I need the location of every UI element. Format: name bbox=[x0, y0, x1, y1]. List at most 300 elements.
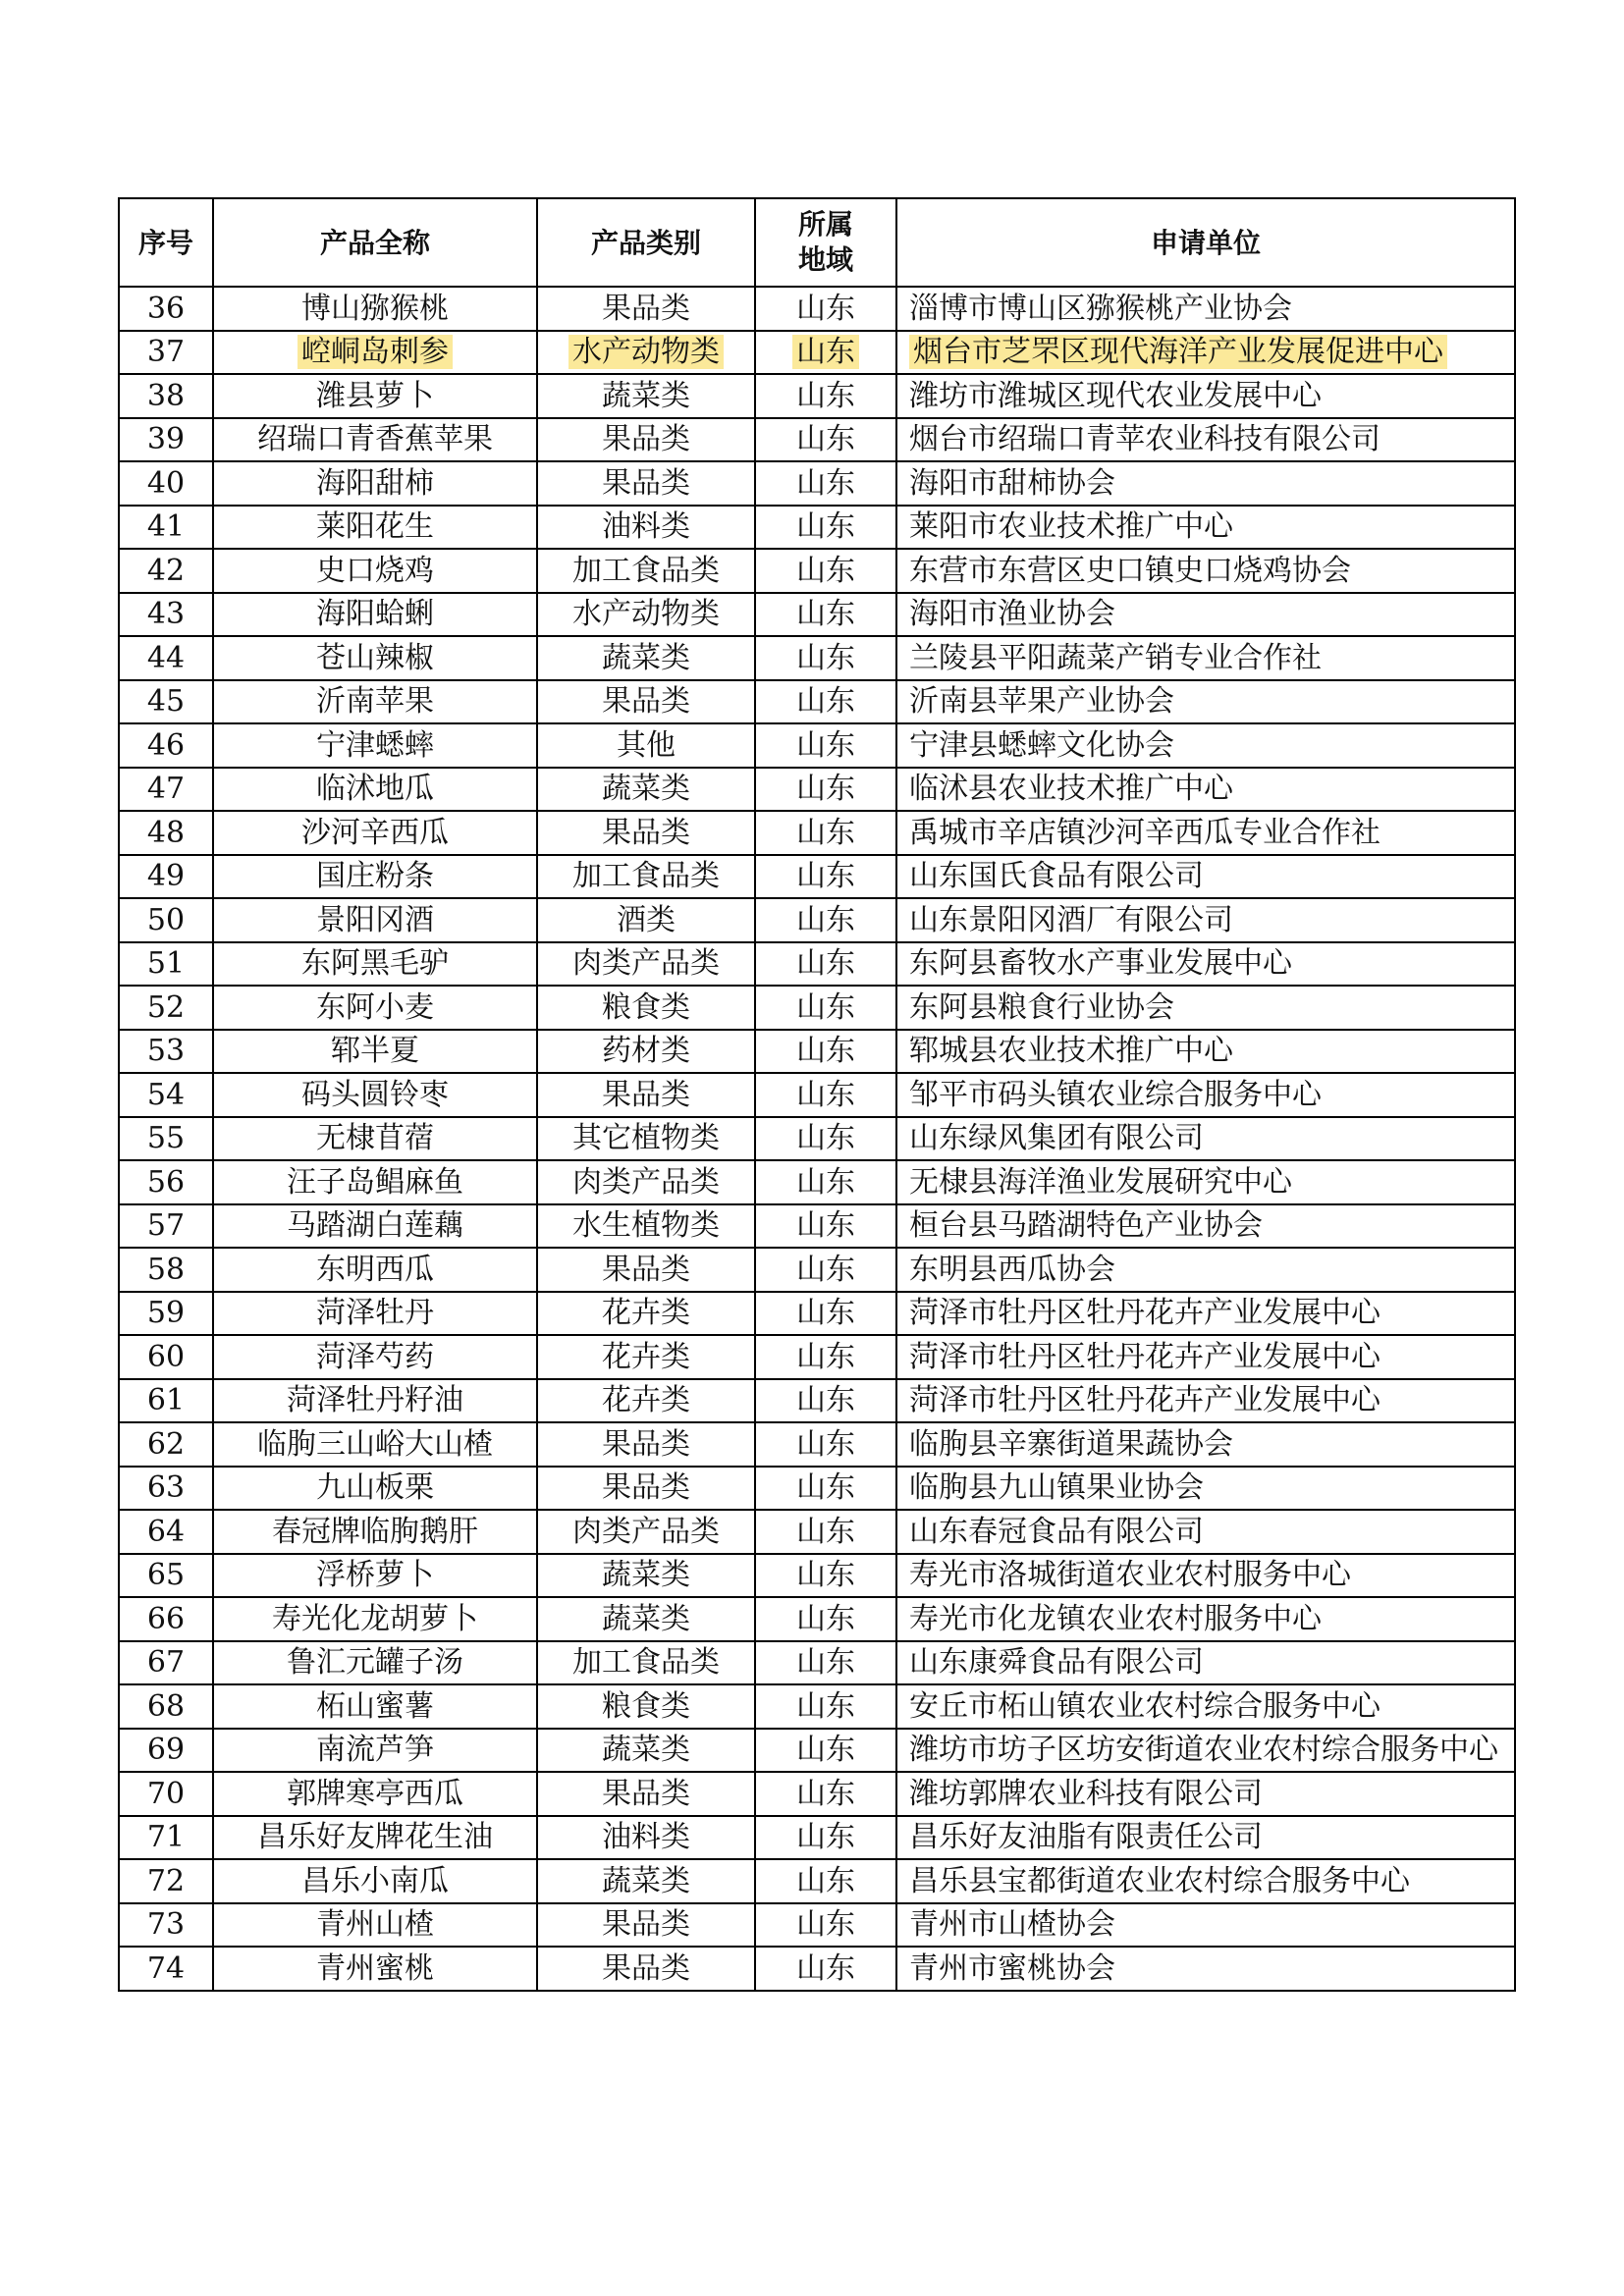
table-row bbox=[119, 1292, 1515, 1336]
cell-applicant-unit-text: 兰陵县平阳蔬菜产销专业合作社 bbox=[909, 640, 1322, 675]
cell-category bbox=[537, 418, 755, 462]
table-row bbox=[119, 1204, 1515, 1249]
cell-no bbox=[119, 1467, 213, 1511]
cell-no bbox=[119, 1816, 213, 1860]
cell-product-name-text: 东明西瓜 bbox=[316, 1252, 434, 1287]
cell-applicant-unit bbox=[896, 1204, 1515, 1249]
table-row bbox=[119, 1335, 1515, 1379]
cell-no bbox=[119, 1597, 213, 1641]
cell-product-name-text: 九山板栗 bbox=[316, 1470, 434, 1505]
cell-product-name-text: 寿光化龙胡萝卜 bbox=[272, 1601, 478, 1636]
cell-product-name bbox=[213, 1422, 537, 1467]
table-row bbox=[119, 768, 1515, 812]
cell-no-text: 41 bbox=[146, 509, 186, 544]
cell-category-text: 加工食品类 bbox=[572, 859, 720, 893]
cell-no bbox=[119, 1292, 213, 1336]
table-row bbox=[119, 1554, 1515, 1598]
cell-category-text: 果品类 bbox=[602, 1470, 690, 1505]
cell-region bbox=[755, 331, 896, 375]
cell-product-name bbox=[213, 1597, 537, 1641]
cell-no-text: 43 bbox=[146, 597, 186, 631]
cell-no bbox=[119, 1684, 213, 1729]
cell-no-text: 70 bbox=[146, 1776, 186, 1811]
cell-category bbox=[537, 1816, 755, 1860]
cell-applicant-unit-text: 潍坊市潍城区现代农业发展中心 bbox=[909, 378, 1322, 413]
cell-no bbox=[119, 1422, 213, 1467]
cell-product-name-text: 昌乐好友牌花生油 bbox=[257, 1820, 493, 1854]
header-region-line2: 地域 bbox=[797, 243, 853, 276]
cell-category-text: 肉类产品类 bbox=[572, 1164, 720, 1200]
cell-product-name bbox=[213, 1467, 537, 1511]
cell-applicant-unit bbox=[896, 811, 1515, 855]
cell-product-name bbox=[213, 855, 537, 899]
cell-region-text: 山东 bbox=[796, 422, 855, 456]
cell-no-text: 50 bbox=[146, 902, 186, 937]
table-row bbox=[119, 1160, 1515, 1204]
cell-applicant-unit-text: 无棣县海洋渔业发展研究中心 bbox=[909, 1164, 1292, 1200]
table-row bbox=[119, 1684, 1515, 1729]
cell-region-text: 山东 bbox=[796, 1907, 855, 1942]
cell-no-text: 55 bbox=[146, 1121, 186, 1155]
cell-category bbox=[537, 1554, 755, 1598]
table-row bbox=[119, 898, 1515, 942]
cell-category-text: 果品类 bbox=[602, 1776, 690, 1811]
cell-no-text: 71 bbox=[146, 1820, 186, 1854]
cell-product-name bbox=[213, 1641, 537, 1685]
cell-region-text: 山东 bbox=[796, 1645, 855, 1680]
table-row bbox=[119, 506, 1515, 550]
cell-category-text: 油料类 bbox=[602, 1820, 690, 1854]
cell-applicant-unit bbox=[896, 1510, 1515, 1554]
cell-region bbox=[755, 768, 896, 812]
cell-region bbox=[755, 1641, 896, 1685]
cell-product-name-text: 绍瑞口青香蕉苹果 bbox=[257, 422, 493, 456]
cell-product-name-text: 沂南苹果 bbox=[316, 684, 434, 719]
table-row bbox=[119, 1117, 1515, 1161]
cell-no-text: 58 bbox=[146, 1252, 186, 1287]
cell-category-text: 果品类 bbox=[602, 1907, 690, 1942]
cell-applicant-unit-text: 山东国氏食品有限公司 bbox=[909, 859, 1204, 893]
cell-category bbox=[537, 549, 755, 593]
cell-category-text: 果品类 bbox=[602, 465, 690, 501]
cell-no-text: 59 bbox=[146, 1296, 186, 1330]
cell-category-text: 果品类 bbox=[602, 422, 690, 456]
cell-product-name bbox=[213, 1379, 537, 1423]
cell-category bbox=[537, 723, 755, 768]
cell-category-text: 蔬菜类 bbox=[602, 640, 690, 675]
cell-region bbox=[755, 374, 896, 418]
cell-region bbox=[755, 1859, 896, 1903]
cell-product-name bbox=[213, 1684, 537, 1729]
cell-no-text: 38 bbox=[146, 378, 186, 413]
cell-applicant-unit-text: 寿光市洛城街道农业农村服务中心 bbox=[909, 1558, 1351, 1592]
cell-category-text: 水产动物类 bbox=[568, 335, 724, 369]
cell-no-text: 42 bbox=[146, 553, 186, 588]
cell-region-text: 山东 bbox=[796, 1776, 855, 1811]
cell-product-name bbox=[213, 1117, 537, 1161]
cell-applicant-unit bbox=[896, 768, 1515, 812]
cell-product-name-text: 临沭地瓜 bbox=[316, 772, 434, 806]
cell-region bbox=[755, 1335, 896, 1379]
cell-category bbox=[537, 1422, 755, 1467]
cell-no-text: 44 bbox=[146, 640, 186, 675]
cell-applicant-unit-text: 菏泽市牡丹区牡丹花卉产业发展中心 bbox=[909, 1296, 1380, 1330]
cell-product-name bbox=[213, 898, 537, 942]
table-row bbox=[119, 1772, 1515, 1816]
table-header-row bbox=[119, 198, 1515, 287]
cell-no-text: 36 bbox=[146, 291, 186, 326]
table-row bbox=[119, 331, 1515, 375]
table-row bbox=[119, 723, 1515, 768]
cell-category-text: 果品类 bbox=[602, 1950, 690, 1986]
cell-no bbox=[119, 287, 213, 331]
cell-applicant-unit-text: 东阿县畜牧水产事业发展中心 bbox=[909, 946, 1292, 981]
cell-no bbox=[119, 1554, 213, 1598]
cell-applicant-unit bbox=[896, 1903, 1515, 1948]
cell-product-name-text: 郓半夏 bbox=[331, 1034, 419, 1068]
cell-category-text: 加工食品类 bbox=[572, 553, 720, 588]
cell-product-name-text: 博山猕猴桃 bbox=[301, 291, 449, 326]
cell-applicant-unit bbox=[896, 1859, 1515, 1903]
cell-category-text: 水生植物类 bbox=[572, 1208, 720, 1243]
cell-region bbox=[755, 1467, 896, 1511]
cell-applicant-unit bbox=[896, 898, 1515, 942]
cell-no-text: 73 bbox=[146, 1907, 186, 1942]
cell-applicant-unit-text: 海阳市甜柿协会 bbox=[909, 465, 1115, 501]
cell-product-name-text: 青州山楂 bbox=[316, 1907, 434, 1942]
cell-region-text: 山东 bbox=[796, 989, 855, 1025]
cell-no bbox=[119, 1379, 213, 1423]
cell-applicant-unit-text: 宁津县蟋蟀文化协会 bbox=[909, 727, 1174, 763]
cell-product-name-text: 浮桥萝卜 bbox=[316, 1558, 434, 1592]
cell-applicant-unit bbox=[896, 506, 1515, 550]
cell-no bbox=[119, 1204, 213, 1249]
cell-category-text: 蔬菜类 bbox=[602, 378, 690, 413]
cell-applicant-unit-text: 沂南县苹果产业协会 bbox=[909, 684, 1174, 719]
cell-no bbox=[119, 549, 213, 593]
cell-applicant-unit bbox=[896, 986, 1515, 1030]
cell-category-text: 蔬菜类 bbox=[602, 1733, 690, 1767]
cell-product-name-text: 马踏湖白莲藕 bbox=[287, 1208, 463, 1243]
cell-region bbox=[755, 1379, 896, 1423]
cell-no bbox=[119, 1729, 213, 1773]
cell-applicant-unit-text: 青州市蜜桃协会 bbox=[909, 1950, 1115, 1986]
cell-no-text: 39 bbox=[146, 422, 186, 456]
cell-region bbox=[755, 1947, 896, 1991]
cell-applicant-unit bbox=[896, 418, 1515, 462]
cell-category bbox=[537, 811, 755, 855]
cell-category-text: 果品类 bbox=[602, 684, 690, 719]
cell-category bbox=[537, 636, 755, 680]
cell-product-name bbox=[213, 1859, 537, 1903]
cell-category-text: 其它植物类 bbox=[572, 1121, 720, 1155]
cell-no bbox=[119, 331, 213, 375]
cell-product-name bbox=[213, 1554, 537, 1598]
cell-applicant-unit-text: 烟台市绍瑞口青苹农业科技有限公司 bbox=[909, 422, 1380, 456]
cell-region-text: 山东 bbox=[796, 1252, 855, 1287]
cell-applicant-unit bbox=[896, 1597, 1515, 1641]
cell-applicant-unit bbox=[896, 1554, 1515, 1598]
cell-product-name-text: 苍山辣椒 bbox=[316, 640, 434, 675]
cell-applicant-unit-text: 昌乐好友油脂有限责任公司 bbox=[909, 1820, 1263, 1854]
cell-region-text: 山东 bbox=[796, 597, 855, 631]
cell-no-text: 72 bbox=[146, 1863, 186, 1898]
cell-category bbox=[537, 1684, 755, 1729]
cell-product-name-text: 青州蜜桃 bbox=[316, 1950, 434, 1986]
cell-no-text: 54 bbox=[146, 1077, 186, 1112]
header-region-line1: 所属 bbox=[797, 207, 853, 240]
cell-region bbox=[755, 1292, 896, 1336]
cell-no bbox=[119, 506, 213, 550]
cell-applicant-unit-text: 青州市山楂协会 bbox=[909, 1907, 1115, 1942]
cell-region bbox=[755, 1248, 896, 1292]
cell-region bbox=[755, 680, 896, 724]
cell-category bbox=[537, 1772, 755, 1816]
cell-product-name bbox=[213, 506, 537, 550]
cell-category bbox=[537, 1903, 755, 1948]
cell-applicant-unit-text: 潍坊郭牌农业科技有限公司 bbox=[909, 1776, 1263, 1811]
cell-category-text: 加工食品类 bbox=[572, 1645, 720, 1680]
cell-region-text: 山东 bbox=[796, 772, 855, 806]
cell-category bbox=[537, 1073, 755, 1117]
cell-region-text: 山东 bbox=[796, 1863, 855, 1898]
cell-no-text: 62 bbox=[146, 1426, 186, 1462]
header-category: 产品类别 bbox=[537, 198, 755, 287]
cell-region-text: 山东 bbox=[796, 1733, 855, 1767]
cell-product-name bbox=[213, 942, 537, 987]
cell-no bbox=[119, 723, 213, 768]
cell-category bbox=[537, 331, 755, 375]
cell-no bbox=[119, 418, 213, 462]
cell-product-name bbox=[213, 1335, 537, 1379]
cell-applicant-unit bbox=[896, 1816, 1515, 1860]
cell-region-text: 山东 bbox=[796, 1688, 855, 1724]
cell-region-text: 山东 bbox=[796, 859, 855, 893]
cell-product-name bbox=[213, 418, 537, 462]
cell-applicant-unit bbox=[896, 1947, 1515, 1991]
cell-product-name-text: 无棣苜蓿 bbox=[316, 1121, 434, 1155]
cell-no-text: 40 bbox=[146, 465, 186, 501]
cell-no-text: 47 bbox=[146, 772, 186, 806]
cell-no bbox=[119, 1160, 213, 1204]
cell-applicant-unit-text: 昌乐县宝都街道农业农村综合服务中心 bbox=[909, 1863, 1410, 1898]
cell-product-name bbox=[213, 374, 537, 418]
table-row bbox=[119, 1510, 1515, 1554]
cell-no bbox=[119, 1510, 213, 1554]
cell-product-name bbox=[213, 1903, 537, 1948]
cell-region bbox=[755, 636, 896, 680]
cell-category bbox=[537, 1379, 755, 1423]
cell-category bbox=[537, 1292, 755, 1336]
cell-category-text: 果品类 bbox=[602, 815, 690, 850]
cell-category bbox=[537, 1947, 755, 1991]
cell-category bbox=[537, 1117, 755, 1161]
cell-applicant-unit-text: 临朐县辛寨街道果蔬协会 bbox=[909, 1426, 1233, 1462]
cell-region bbox=[755, 1729, 896, 1773]
cell-region-text: 山东 bbox=[796, 1514, 855, 1549]
table-row bbox=[119, 418, 1515, 462]
cell-category bbox=[537, 855, 755, 899]
cell-category bbox=[537, 1467, 755, 1511]
cell-region-text: 山东 bbox=[796, 727, 855, 763]
cell-applicant-unit-text: 桓台县马踏湖特色产业协会 bbox=[909, 1208, 1263, 1243]
cell-product-name-text: 景阳冈酒 bbox=[316, 902, 434, 937]
cell-region bbox=[755, 418, 896, 462]
cell-category-text: 其他 bbox=[617, 727, 676, 763]
cell-category-text: 花卉类 bbox=[602, 1339, 690, 1374]
header-region bbox=[755, 198, 896, 287]
cell-no-text: 48 bbox=[146, 815, 186, 850]
cell-no-text: 67 bbox=[146, 1645, 186, 1680]
cell-applicant-unit bbox=[896, 549, 1515, 593]
header-name: 产品全称 bbox=[213, 198, 537, 287]
cell-region bbox=[755, 1510, 896, 1554]
cell-region bbox=[755, 855, 896, 899]
cell-no bbox=[119, 986, 213, 1030]
table-body bbox=[119, 287, 1515, 1991]
cell-no bbox=[119, 1335, 213, 1379]
cell-product-name-text: 郭牌寒亭西瓜 bbox=[287, 1776, 463, 1811]
cell-category bbox=[537, 1335, 755, 1379]
cell-no bbox=[119, 593, 213, 637]
cell-applicant-unit-text: 莱阳市农业技术推广中心 bbox=[909, 509, 1233, 544]
cell-applicant-unit bbox=[896, 855, 1515, 899]
table-row bbox=[119, 1248, 1515, 1292]
cell-product-name bbox=[213, 1510, 537, 1554]
cell-category bbox=[537, 287, 755, 331]
table-row bbox=[119, 1379, 1515, 1423]
cell-product-name-text: 莱阳花生 bbox=[316, 509, 434, 544]
cell-applicant-unit bbox=[896, 374, 1515, 418]
cell-no-text: 65 bbox=[146, 1558, 186, 1592]
table-row bbox=[119, 1073, 1515, 1117]
product-table bbox=[118, 197, 1516, 1992]
cell-product-name-text: 东阿小麦 bbox=[316, 989, 434, 1025]
cell-no bbox=[119, 1772, 213, 1816]
cell-product-name bbox=[213, 461, 537, 506]
cell-applicant-unit-text: 邹平市码头镇农业综合服务中心 bbox=[909, 1077, 1322, 1112]
cell-no bbox=[119, 1947, 213, 1991]
cell-applicant-unit bbox=[896, 287, 1515, 331]
table-row bbox=[119, 986, 1515, 1030]
cell-region-text: 山东 bbox=[796, 1034, 855, 1068]
table-row bbox=[119, 680, 1515, 724]
cell-region-text: 山东 bbox=[796, 1339, 855, 1374]
cell-no bbox=[119, 1248, 213, 1292]
cell-category-text: 果品类 bbox=[602, 1426, 690, 1462]
cell-product-name bbox=[213, 636, 537, 680]
cell-applicant-unit bbox=[896, 1073, 1515, 1117]
cell-applicant-unit-text: 东营市东营区史口镇史口烧鸡协会 bbox=[909, 553, 1351, 588]
cell-applicant-unit-text: 潍坊市坊子区坊安街道农业农村综合服务中心 bbox=[909, 1733, 1498, 1767]
cell-no-text: 60 bbox=[146, 1339, 186, 1374]
cell-region bbox=[755, 549, 896, 593]
cell-product-name-text: 临朐三山峪大山楂 bbox=[257, 1426, 493, 1462]
cell-no-text: 45 bbox=[146, 684, 186, 719]
cell-product-name bbox=[213, 723, 537, 768]
cell-no bbox=[119, 680, 213, 724]
cell-region-text: 山东 bbox=[796, 946, 855, 981]
cell-product-name-text: 史口烧鸡 bbox=[316, 553, 434, 588]
header-no: 序号 bbox=[119, 198, 213, 287]
cell-region bbox=[755, 593, 896, 637]
cell-applicant-unit bbox=[896, 636, 1515, 680]
cell-region-text: 山东 bbox=[796, 553, 855, 588]
cell-applicant-unit bbox=[896, 680, 1515, 724]
table-row bbox=[119, 1903, 1515, 1948]
cell-category-text: 肉类产品类 bbox=[572, 946, 720, 981]
cell-category-text: 蔬菜类 bbox=[602, 772, 690, 806]
cell-category bbox=[537, 1597, 755, 1641]
cell-product-name bbox=[213, 1030, 537, 1074]
cell-no-text: 57 bbox=[146, 1208, 186, 1243]
cell-product-name bbox=[213, 287, 537, 331]
cell-applicant-unit-text: 寿光市化龙镇农业农村服务中心 bbox=[909, 1601, 1322, 1636]
table-row bbox=[119, 942, 1515, 987]
cell-category-text: 粮食类 bbox=[602, 989, 690, 1025]
cell-category-text: 油料类 bbox=[602, 509, 690, 544]
cell-product-name-text: 汪子岛鲳麻鱼 bbox=[287, 1164, 463, 1200]
cell-applicant-unit bbox=[896, 1292, 1515, 1336]
cell-region-text: 山东 bbox=[796, 1558, 855, 1592]
cell-category-text: 水产动物类 bbox=[572, 597, 720, 631]
cell-product-name bbox=[213, 1729, 537, 1773]
cell-product-name bbox=[213, 1947, 537, 1991]
cell-no bbox=[119, 811, 213, 855]
cell-applicant-unit bbox=[896, 1030, 1515, 1074]
cell-applicant-unit bbox=[896, 1117, 1515, 1161]
table-row bbox=[119, 1816, 1515, 1860]
table-row bbox=[119, 1859, 1515, 1903]
cell-product-name-text: 宁津蟋蟀 bbox=[316, 727, 434, 763]
cell-no-text: 37 bbox=[146, 335, 186, 369]
cell-applicant-unit bbox=[896, 1335, 1515, 1379]
cell-product-name bbox=[213, 331, 537, 375]
cell-applicant-unit bbox=[896, 593, 1515, 637]
cell-region-text: 山东 bbox=[796, 815, 855, 850]
table-row bbox=[119, 811, 1515, 855]
cell-category bbox=[537, 1248, 755, 1292]
cell-category-text: 果品类 bbox=[602, 1252, 690, 1287]
cell-no bbox=[119, 1073, 213, 1117]
cell-region-text: 山东 bbox=[796, 509, 855, 544]
cell-applicant-unit bbox=[896, 1379, 1515, 1423]
cell-product-name bbox=[213, 1073, 537, 1117]
cell-applicant-unit bbox=[896, 461, 1515, 506]
cell-region bbox=[755, 1030, 896, 1074]
cell-no-text: 74 bbox=[146, 1950, 186, 1986]
cell-region bbox=[755, 942, 896, 987]
cell-applicant-unit bbox=[896, 331, 1515, 375]
cell-applicant-unit bbox=[896, 1641, 1515, 1685]
cell-no-text: 68 bbox=[146, 1688, 186, 1724]
table-row bbox=[119, 1422, 1515, 1467]
cell-applicant-unit-text: 菏泽市牡丹区牡丹花卉产业发展中心 bbox=[909, 1383, 1380, 1417]
cell-category-text: 酒类 bbox=[617, 902, 676, 937]
cell-applicant-unit bbox=[896, 1684, 1515, 1729]
cell-product-name bbox=[213, 1816, 537, 1860]
cell-category-text: 蔬菜类 bbox=[602, 1601, 690, 1636]
cell-region-text: 山东 bbox=[796, 1296, 855, 1330]
cell-product-name-text: 码头圆铃枣 bbox=[301, 1077, 449, 1112]
table-row bbox=[119, 1030, 1515, 1074]
cell-category bbox=[537, 506, 755, 550]
cell-product-name-text: 菏泽牡丹 bbox=[316, 1296, 434, 1330]
cell-no bbox=[119, 461, 213, 506]
cell-region bbox=[755, 811, 896, 855]
cell-no bbox=[119, 855, 213, 899]
cell-no-text: 63 bbox=[146, 1470, 186, 1505]
